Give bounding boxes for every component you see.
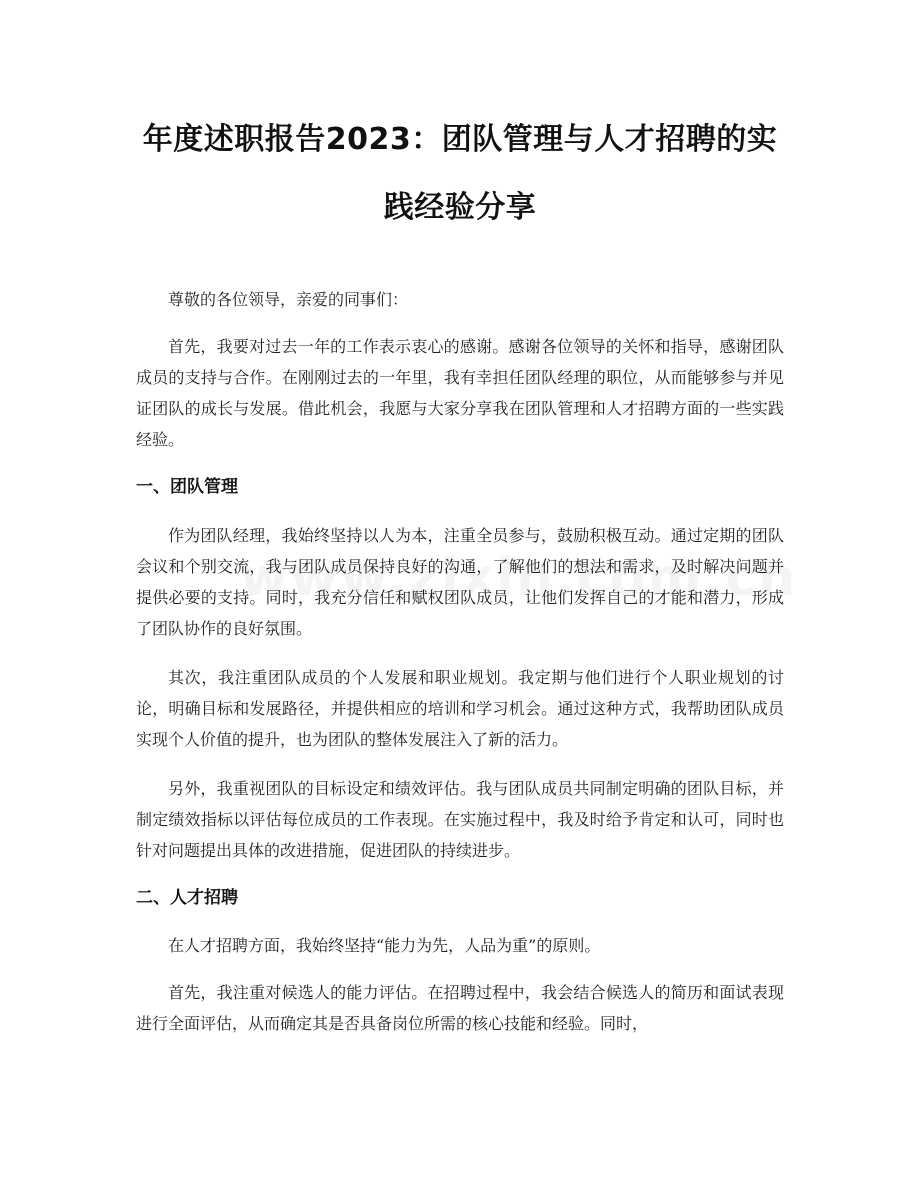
document-title: 年度述职报告2023：团队管理与人才招聘的实践经验分享 — [142, 122, 778, 225]
section-heading-team-management: 一、团队管理 — [136, 477, 238, 497]
talent-recruitment-paragraph-1: 在人才招聘方面，我始终坚持“能力为先，人品为重”的原则。 — [168, 936, 601, 955]
section-heading-talent-recruitment: 二、人才招聘 — [136, 888, 238, 908]
team-management-paragraph-1: 作为团队经理，我始终坚持以人为本，注重全员参与，鼓励积极互动。通过定期的团队会议和个别交流，我与团队成员保持良好的沟通，了解他们的想法和需求，及时解决问题并提供必要的支持。同时，我充分信任和赋权团队成员，让他们发挥自己的才能和潜力，形成了团队协作的良好氛围。 — [136, 526, 784, 638]
team-management-paragraph-3: 另外，我重视团队的目标设定和绩效评估。我与团队成员共同制定明确的团队目标，并制定绩效指标以评估每位成员的工作表现。在实施过程中，我及时给予肯定和认可，同时也针对问题提出具体的改进措施，促进团队的持续进步。 — [136, 779, 784, 860]
greeting-paragraph: 尊敬的各位领导，亲爱的同事们： — [168, 290, 409, 309]
intro-paragraph: 首先，我要对过去一年的工作表示衷心的感谢。感谢各位领导的关怀和指导，感谢团队成员的支持与合作。在刚刚过去的一年里，我有幸担任团队经理的职位，从而能够参与并见证团队的成长与发展。借此机会，我愿与大家分享我在团队管理和人才招聘方面的一些实践经验。 — [136, 337, 784, 449]
team-management-paragraph-2: 其次，我注重团队成员的个人发展和职业规划。我定期与他们进行个人职业规划的讨论，明确目标和发展路径，并提供相应的培训和学习机会。通过这种方式，我帮助团队成员实现个人价值的提升，也为团队的整体发展注入了新的活力。 — [136, 668, 784, 749]
talent-recruitment-paragraph-2: 首先，我注重对候选人的能力评估。在招聘过程中，我会结合候选人的简历和面试表现进行全面评估，从而确定其是否具备岗位所需的核心技能和经验。同时， — [136, 983, 784, 1033]
